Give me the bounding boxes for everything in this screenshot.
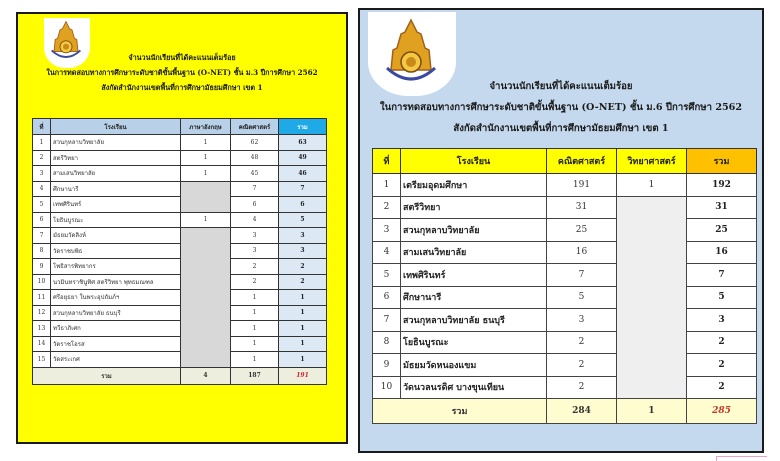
title-line-2: ในการทดสอบทางการศึกษาระดับชาติขั้นพื้นฐาน (O-NET) ชั้น ม.6 ปีการศึกษา 2562: [379, 102, 743, 113]
cell-math: 1: [231, 352, 279, 368]
title-line-3: สังกัดสำนักงานเขตพื้นที่การศึกษามัธยมศึกษา เขต 1: [453, 123, 669, 134]
table-row: [33, 336, 327, 352]
cell-school: วัดราชโอรส: [51, 336, 181, 352]
cell-no: 4: [373, 241, 401, 264]
table-row: [373, 286, 757, 309]
cell-school: ศึกษานารี: [401, 286, 547, 309]
cell-school: โยธินบูรณะ: [51, 212, 181, 228]
cell-no: 9: [373, 354, 401, 377]
table-row: [33, 259, 327, 275]
cell-school: สามเสนวิทยาลัย: [401, 241, 547, 264]
cell-total: 192: [687, 174, 757, 197]
table-row: [33, 166, 327, 182]
cell-school: สตรีวิทยา: [401, 196, 547, 219]
cell-math: 191: [547, 174, 617, 197]
total-math: 187: [231, 367, 279, 384]
cell-total: 16: [687, 241, 757, 264]
cell-total: 31: [687, 196, 757, 219]
corner-decoration: [716, 456, 767, 461]
cell-no: 4: [33, 181, 51, 197]
cell-math: 2: [547, 376, 617, 399]
cell-math: 2: [231, 259, 279, 275]
total-science: 1: [617, 399, 687, 424]
table-row: [33, 290, 327, 306]
table-row: [33, 150, 327, 166]
left-panel-m3: [16, 12, 348, 444]
title-block: [18, 50, 346, 95]
table-header-row: [373, 149, 757, 174]
cell-total: 7: [687, 264, 757, 287]
table-row: [33, 274, 327, 290]
cell-math: 4: [231, 212, 279, 228]
header-english: ภาษาอังกฤษ: [181, 119, 231, 135]
title-line-2: ในการทดสอบทางการศึกษาระดับชาติขั้นพื้นฐาน (O-NET) ชั้น ม.3 ปีการศึกษา 2562: [46, 68, 318, 77]
cell-math: 1: [231, 305, 279, 321]
cell-math: 6: [231, 197, 279, 213]
cell-total: 3: [279, 228, 327, 244]
cell-math: 3: [231, 228, 279, 244]
cell-no: 8: [33, 243, 51, 259]
cell-school: มัธยมวัดหนองแขม: [401, 354, 547, 377]
cell-math: 2: [231, 274, 279, 290]
cell-total: 46: [279, 166, 327, 182]
table-row: [373, 309, 757, 332]
cell-total: 1: [279, 352, 327, 368]
cell-math: 25: [547, 219, 617, 242]
table-row: [33, 352, 327, 368]
cell-no: 10: [33, 274, 51, 290]
cell-no: 8: [373, 331, 401, 354]
header-science: วิทยาศาสตร์: [617, 149, 687, 174]
cell-math: 31: [547, 196, 617, 219]
results-table-m3: [32, 118, 327, 385]
cell-no: 15: [33, 352, 51, 368]
table-row: [373, 174, 757, 197]
title-block: [360, 76, 762, 139]
cell-total: 1: [279, 321, 327, 337]
cell-english-empty: [181, 181, 231, 212]
cell-school: สวนกุหลาบวิทยาลัย ธนบุรี: [401, 309, 547, 332]
title-line-3: สังกัดสำนักงานเขตพื้นที่การศึกษามัธยมศึกษา เขต 1: [101, 83, 263, 92]
cell-total: 1: [279, 336, 327, 352]
total-math: 284: [547, 399, 617, 424]
cell-no: 2: [373, 196, 401, 219]
cell-no: 13: [33, 321, 51, 337]
cell-total: 5: [279, 212, 327, 228]
cell-total: 1: [279, 290, 327, 306]
header-no: ที่: [373, 149, 401, 174]
cell-no: 3: [373, 219, 401, 242]
total-label: รวม: [33, 367, 181, 384]
cell-no: 2: [33, 150, 51, 166]
cell-no: 9: [33, 259, 51, 275]
cell-math: 1: [231, 321, 279, 337]
results-table-m6: [372, 148, 757, 424]
cell-school: วัดนวลนรดิศ บางขุนเทียน: [401, 376, 547, 399]
cell-math: 7: [547, 264, 617, 287]
cell-school: วัดราชบพิธ: [51, 243, 181, 259]
cell-school: สวนกุหลาบวิทยาลัย: [401, 219, 547, 242]
cell-no: 5: [373, 264, 401, 287]
table-row: [373, 331, 757, 354]
total-row: [33, 367, 327, 384]
table-row: [373, 196, 757, 219]
table-row: [33, 181, 327, 197]
table-row: [33, 197, 327, 213]
cell-total: 6: [279, 197, 327, 213]
cell-total: 63: [279, 135, 327, 151]
cell-total: 3: [687, 309, 757, 332]
header-total: รวม: [279, 119, 327, 135]
cell-no: 1: [373, 174, 401, 197]
cell-school: สามเสนวิทยาลัย: [51, 166, 181, 182]
cell-math: 48: [231, 150, 279, 166]
cell-school: สวนกุหลาบวิทยาลัย ธนบุรี: [51, 305, 181, 321]
cell-total: 3: [279, 243, 327, 259]
cell-english: 1: [181, 150, 231, 166]
cell-school: โพธิสารพิทยากร: [51, 259, 181, 275]
total-label: รวม: [373, 399, 547, 424]
table-header-row: [33, 119, 327, 135]
cell-school: โยธินบูรณะ: [401, 331, 547, 354]
cell-school: ทวีธาภิเศก: [51, 321, 181, 337]
cell-school: สวนกุหลาบวิทยาลัย: [51, 135, 181, 151]
cell-no: 7: [33, 228, 51, 244]
cell-total: 2: [279, 259, 327, 275]
cell-no: 11: [33, 290, 51, 306]
cell-math: 16: [547, 241, 617, 264]
cell-total: 2: [687, 354, 757, 377]
cell-total: 25: [687, 219, 757, 242]
cell-total: 1: [279, 305, 327, 321]
cell-school: ศรีอยุธยา ในพระอุปถัมภ์ฯ: [51, 290, 181, 306]
total-row: [373, 399, 757, 424]
cell-total: 2: [687, 331, 757, 354]
cell-school: เทพศิรินทร์: [401, 264, 547, 287]
cell-science: 1: [617, 174, 687, 197]
header-math: คณิตศาสตร์: [547, 149, 617, 174]
cell-science-empty: [617, 196, 687, 399]
cell-no: 14: [33, 336, 51, 352]
cell-math: 2: [547, 331, 617, 354]
cell-school: วัดสระเกศ: [51, 352, 181, 368]
cell-math: 1: [231, 336, 279, 352]
cell-school: นวมินทราชินูทิศ สตรีวิทยา พุทธมณฑล: [51, 274, 181, 290]
cell-math: 1: [231, 290, 279, 306]
cell-school: เตรียมอุดมศึกษา: [401, 174, 547, 197]
grand-total: 285: [687, 399, 757, 424]
cell-math: 5: [547, 286, 617, 309]
table-row: [373, 264, 757, 287]
cell-total: 2: [279, 274, 327, 290]
table-row: [33, 321, 327, 337]
header-math: คณิตศาสตร์: [231, 119, 279, 135]
cell-total: 5: [687, 286, 757, 309]
right-panel-m6: [358, 8, 764, 453]
cell-math: 62: [231, 135, 279, 151]
table-row: [373, 241, 757, 264]
cell-math: 2: [547, 354, 617, 377]
cell-no: 6: [373, 286, 401, 309]
cell-no: 5: [33, 197, 51, 213]
cell-total: 7: [279, 181, 327, 197]
cell-no: 6: [33, 212, 51, 228]
header-school: โรงเรียน: [51, 119, 181, 135]
cell-total: 49: [279, 150, 327, 166]
cell-english: 1: [181, 166, 231, 182]
cell-no: 10: [373, 376, 401, 399]
cell-english-empty: [181, 228, 231, 368]
table-row: [33, 243, 327, 259]
cell-english: 1: [181, 212, 231, 228]
header-school: โรงเรียน: [401, 149, 547, 174]
cell-math: 7: [231, 181, 279, 197]
cell-school: สตรีวิทยา: [51, 150, 181, 166]
table-row: [33, 305, 327, 321]
title-line-1: จำนวนนักเรียนที่ได้คะแนนเต็มร้อย: [128, 53, 236, 62]
cell-no: 7: [373, 309, 401, 332]
cell-school: ศึกษานารี: [51, 181, 181, 197]
cell-no: 1: [33, 135, 51, 151]
cell-math: 45: [231, 166, 279, 182]
cell-math: 3: [547, 309, 617, 332]
title-line-1: จำนวนนักเรียนที่ได้คะแนนเต็มร้อย: [489, 81, 633, 92]
header-no: ที่: [33, 119, 51, 135]
table-row: [33, 212, 327, 228]
table-row: [33, 228, 327, 244]
header-total: รวม: [687, 149, 757, 174]
cell-total: 2: [687, 376, 757, 399]
table-row: [373, 376, 757, 399]
cell-english: 1: [181, 135, 231, 151]
total-english: 4: [181, 367, 231, 384]
table-row: [373, 354, 757, 377]
table-row: [33, 135, 327, 151]
cell-school: เทพศิรินทร์: [51, 197, 181, 213]
grand-total: 191: [279, 367, 327, 384]
cell-math: 3: [231, 243, 279, 259]
cell-school: มัธยมวัดสิงห์: [51, 228, 181, 244]
cell-no: 3: [33, 166, 51, 182]
table-row: [373, 219, 757, 242]
cell-no: 12: [33, 305, 51, 321]
